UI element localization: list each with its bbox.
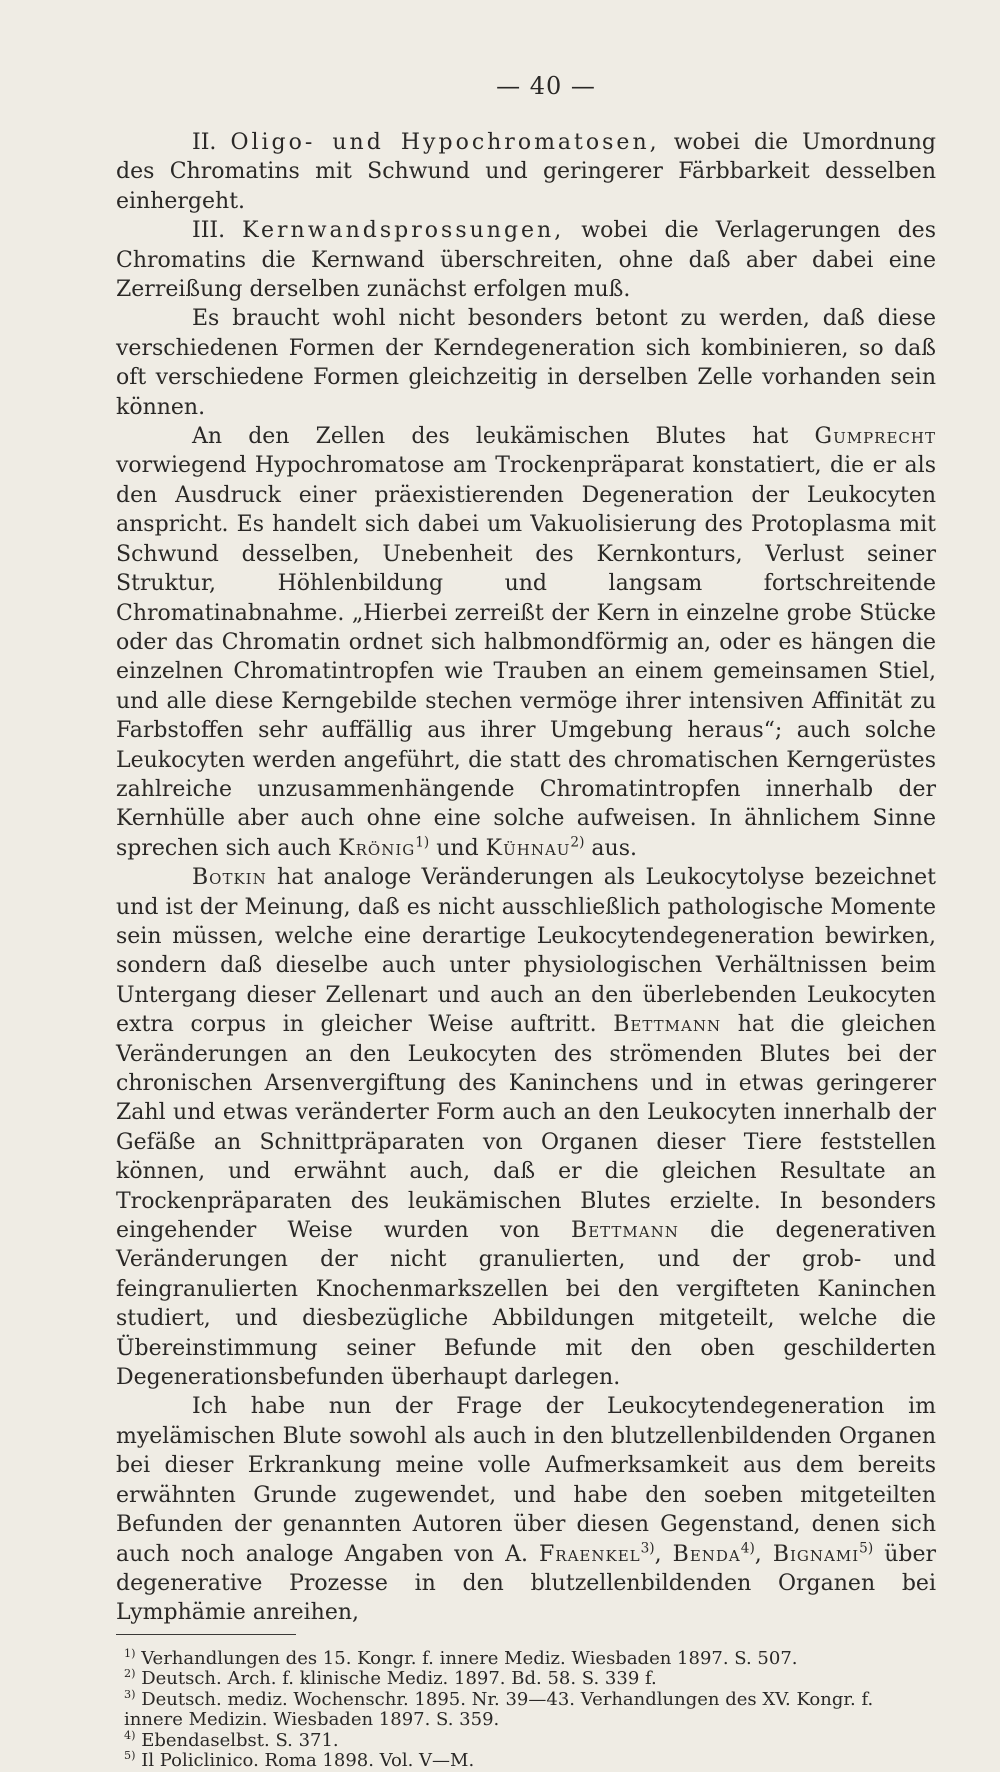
author-name: Bignami xyxy=(772,1541,860,1567)
footnote-ref: 2) xyxy=(570,834,585,851)
footnote: $^{4)}$ Ebendaselbst. S. 371. xyxy=(124,1728,339,1751)
paragraph-text: hat die gleichen Veränderungen an den Leukocyten des strömenden Blutes bei der chronischen Arsenvergiftung des Kaninchens und in etwas geringerer Zahl und etwas veränderter Form auch an den Leukocyten innerhalb der Gefäße an Schnittpräparaten von Organen dieser Tiere feststellen können, und erwähnt auch, daß er die gleichen Resultate an Trockenpräparaten des leukämischen Blutes erzielte. In besonders eingehender Weise wurden von xyxy=(116,1012,937,1244)
page-number: — 40 — xyxy=(496,72,596,100)
paragraph-text: aus. xyxy=(591,835,637,861)
footnote-divider xyxy=(116,1634,296,1635)
footnote-ref: 3) xyxy=(640,1540,655,1557)
footnote-ref: 5) xyxy=(859,1540,874,1557)
author-name: Botkin xyxy=(192,865,267,891)
paragraph-text: wobei die Umordnung des Chromatins mit Schwund und geringerer Färbbarkeit desselben einhergeht. xyxy=(116,130,937,214)
paragraph-kombination xyxy=(116,304,936,422)
author-name: Benda xyxy=(672,1541,741,1567)
author-name: Bettmann xyxy=(571,1218,679,1244)
paragraph-text: Ich habe nun der Frage der Leukocytendegeneration im myelämischen Blute sowohl als auch in den blutzellenbildenden Organen bei dieser Erkrankung meine volle Aufmerksamkeit aus dem bereits erwähnten Grunde zugewendet, und habe den soeben mitgeteilten Befunden der genannten Autoren über diesen Gegenstand, denen sich auch noch analoge Angaben von A. xyxy=(116,1394,936,1567)
author-name: Kühnau xyxy=(485,835,571,861)
paragraph-gumprecht xyxy=(116,422,936,863)
paragraph-text: vorwiegend Hypochromatose am Trockenpräparat konstatiert, die er als den Ausdruck einer präexistierenden Degeneration der Leukocyten anspricht. Es handelt sich dabei um Vakuolisierung des Protoplasma mit Schwund desselben, Unebenheit des Kernkonturs, Verlust seiner Struktur, Höhlenbildung und langsam fortschreitende Chromatinabnahme. „Hierbei zerreißt der Kern in einzelne grobe Stücke oder das Chromatin ordnet sich halbmondförmig an, oder es hängen die einzelnen Chromatintropfen wie Trauben an einem gemeinsamen Stiel, und alle diese Kerngebilde stechen vermöge ihrer intensiven Affinität zu Farbstoffen sehr auffällig aus ihrer Umgebung heraus“; auch solche Leukocyten werden angeführt, die statt des chromatischen Kerngerüstes zahlreiche unzusammenhängende Chromatintropfen innerhalb der Kernhülle aber auch ohne eine solche aufweisen. In ähnlichem Sinne sprechen sich auch xyxy=(116,453,936,861)
paragraph-kernwand xyxy=(116,216,936,304)
paragraph-text: und xyxy=(436,835,479,861)
author-name: Gumprecht xyxy=(814,424,936,450)
paragraph-text: wobei die Verlagerungen des Chromatins die Kernwand überschreiten, ohne daß aber dabei eine Zerreißung derselben zunächst erfolgen muß. xyxy=(116,218,936,303)
footnote: $^{5)}$ Il Policlinico. Roma 1898. Vol. V—M. xyxy=(124,1749,475,1772)
paragraph-text: Es braucht wohl nicht besonders betont zu werden, daß diese verschiedenen Formen der Kerndegeneration sich kombinieren, so daß oft verschiedene Formen gleichzeitig in derselben Zelle vorhanden sein können. xyxy=(116,306,936,420)
term-spaced: Kernwandsprossungen, xyxy=(242,218,565,244)
enum-number: II. xyxy=(192,130,217,155)
paragraph-text: die degenerativen Veränderungen der nicht granulierten, und der grob- und feingranulierten Knochenmarkszellen bei den vergifteten Kaninchen studiert, und diesbezügliche Abbildungen mitgeteilt, welche die Übereinstimmung seiner Befunde mit den oben geschilderten Degenerationsbefunden überhaupt darlegen. xyxy=(116,1218,937,1391)
term-spaced: Oligo- und Hypochromatosen, xyxy=(230,130,660,155)
author-name: Krönig xyxy=(338,835,416,861)
paragraph-text: An den Zellen des leukämischen Blutes hat xyxy=(192,424,789,450)
footnote: $^{1)}$ Verhandlungen des 15. Kongr. f. innere Mediz. Wiesbaden 1897. S. 507. xyxy=(124,1646,798,1669)
paragraph-text: über degenerative Prozesse in den blutzellenbildenden Organen bei Lymphämie anreihen, xyxy=(116,1541,936,1626)
author-name: Bettmann xyxy=(613,1012,722,1038)
paragraph-eigene-untersuchung: Ich habe nun der Frage der Leukocytendegeneration im myelämischen Blute sowohl als auch in den blutzellenbildenden Organen bei dieser Erkrankung meine volle Aufmerksamkeit aus dem bereits erwähnten Grunde zugewendet, und habe den soeben mitgeteilten Befunden der genannten Autoren über diesen Gegenstand, denen sich auch noch analoge Angaben von A. Fraenkel$^{3)}$, Benda$^{4)}$, Bignami$^{5)}$ über degenerative Prozesse in den blutzellenbildenden Organen bei Lymphämie anreihen, xyxy=(116,1394,936,1626)
author-name: Fraenkel xyxy=(539,1541,641,1567)
paragraph-oligo xyxy=(116,128,936,216)
paragraph-text: hat analoge Veränderungen als Leukocytolyse bezeichnet und ist der Meinung, daß es nicht ausschließlich pathologische Momente sein müssen, welche eine derartige Leukocytendegeneration bewirken, sondern daß dieselbe auch unter physiologischen Verhältnissen beim Untergang dieser Zellenart und auch an den überlebenden Leukocyten extra corpus in gleicher Weise auftritt. xyxy=(116,865,936,1038)
paragraph-botkin xyxy=(116,863,936,1392)
enum-number: III. xyxy=(192,218,226,244)
footnote-ref: 1) xyxy=(415,834,430,851)
footnote: $^{3)}$ Deutsch. mediz. Wochenschr. 1895. Nr. 39—43. Verhandlungen des XV. Kongr. f. innere Medizin. Wiesbaden 1897. S. 359. xyxy=(124,1687,874,1731)
footnote-ref: 4) xyxy=(740,1540,755,1557)
footnotes xyxy=(116,1646,936,1772)
footnote: $^{2)}$ Deutsch. Arch. f. klinische Mediz. 1897. Bd. 58. S. 339 f. xyxy=(124,1667,657,1690)
